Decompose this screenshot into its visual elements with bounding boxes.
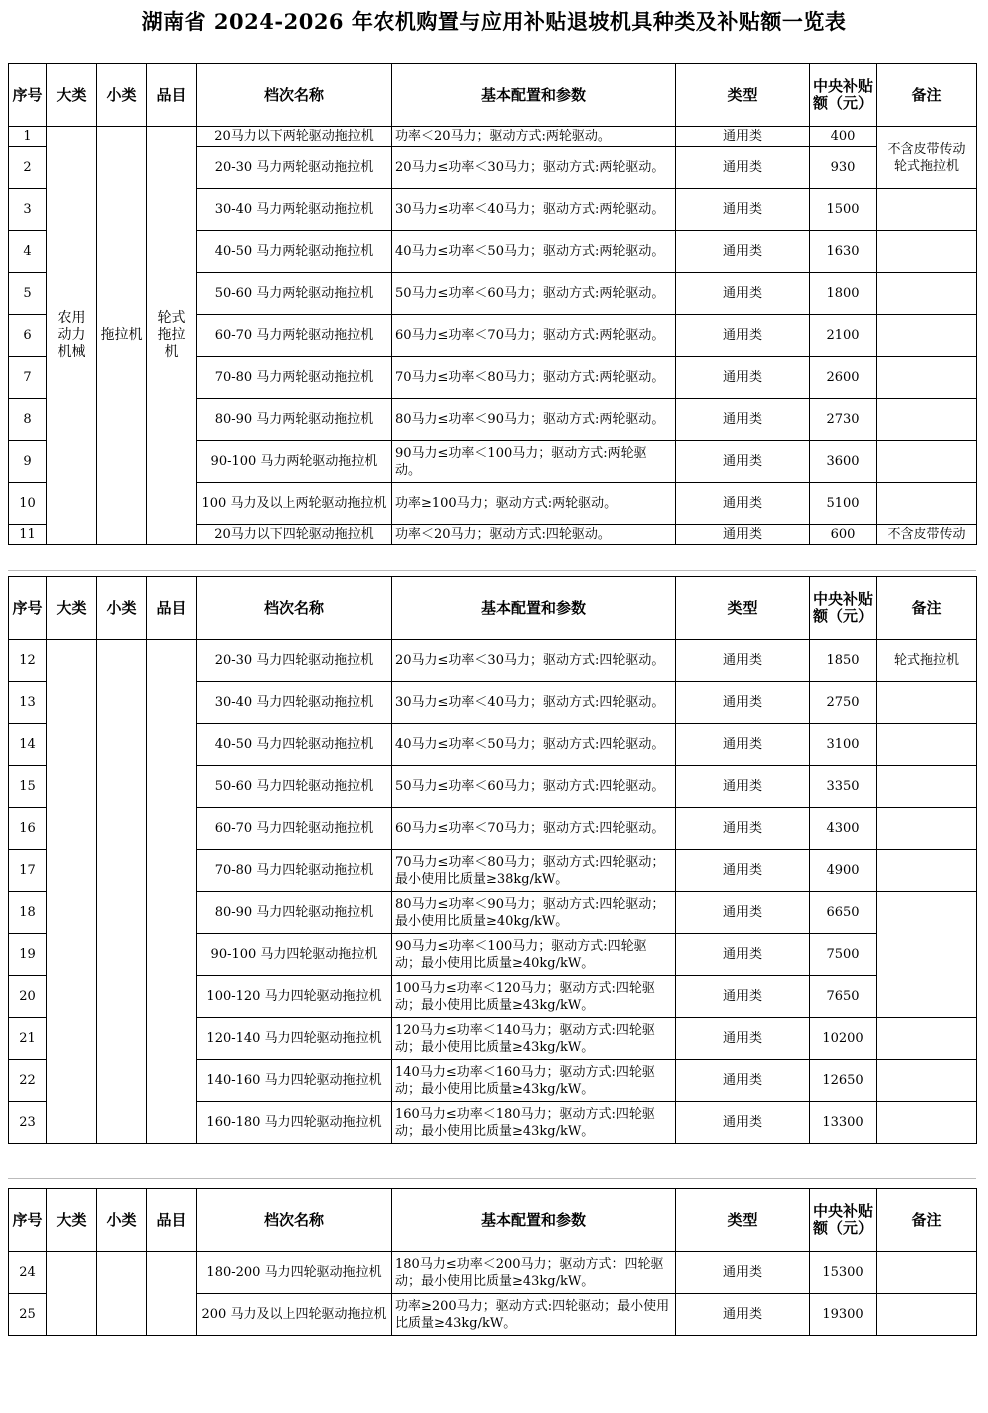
row-note xyxy=(877,441,977,483)
table-row xyxy=(9,1252,977,1294)
row-type: 通用类 xyxy=(676,682,810,724)
row-subsidy: 2750 xyxy=(810,682,877,724)
row-config: 功率＜20马力；驱动方式:四轮驱动。 xyxy=(392,525,676,545)
row-seq: 14 xyxy=(9,724,47,766)
row-grade: 140-160 马力四轮驱动拖拉机 xyxy=(197,1060,392,1102)
row-seq: 18 xyxy=(9,892,47,934)
row-subsidy: 15300 xyxy=(810,1252,877,1294)
row-seq: 17 xyxy=(9,850,47,892)
row-subsidy: 2100 xyxy=(810,315,877,357)
row-grade: 30-40 马力四轮驱动拖拉机 xyxy=(197,682,392,724)
row-note: 轮式拖拉机 xyxy=(877,640,977,682)
row-subsidy: 4900 xyxy=(810,850,877,892)
row-subsidy: 930 xyxy=(810,147,877,189)
row-config: 60马力≤功率＜70马力；驱动方式:四轮驱动。 xyxy=(392,808,676,850)
header-type: 类型 xyxy=(676,577,810,640)
row-type: 通用类 xyxy=(676,315,810,357)
header-row xyxy=(9,64,977,127)
row-note xyxy=(877,850,977,892)
header-item: 品目 xyxy=(147,577,197,640)
row-type: 通用类 xyxy=(676,483,810,525)
category-major xyxy=(47,640,97,1144)
row-subsidy: 600 xyxy=(810,525,877,545)
row-config: 功率＜20马力；驱动方式:两轮驱动。 xyxy=(392,127,676,147)
row-note xyxy=(877,315,977,357)
header-subsidy: 中央补贴额（元） xyxy=(810,577,877,640)
row-config: 180马力≤功率＜200马力；驱动方式：四轮驱动；最小使用比质量≥43kg/kW。 xyxy=(392,1252,676,1294)
row-config: 40马力≤功率＜50马力；驱动方式:两轮驱动。 xyxy=(392,231,676,273)
header-seq: 序号 xyxy=(9,1189,47,1252)
header-seq: 序号 xyxy=(9,64,47,127)
row-type: 通用类 xyxy=(676,1060,810,1102)
header-note: 备注 xyxy=(877,1189,977,1252)
row-grade: 30-40 马力两轮驱动拖拉机 xyxy=(197,189,392,231)
row-seq: 22 xyxy=(9,1060,47,1102)
row-type: 通用类 xyxy=(676,231,810,273)
row-subsidy: 7500 xyxy=(810,934,877,976)
row-subsidy: 13300 xyxy=(810,1102,877,1144)
row-note xyxy=(877,1294,977,1336)
header-type: 类型 xyxy=(676,1189,810,1252)
row-grade: 70-80 马力四轮驱动拖拉机 xyxy=(197,850,392,892)
row-subsidy: 2600 xyxy=(810,357,877,399)
row-config: 120马力≤功率＜140马力；驱动方式:四轮驱动；最小使用比质量≥43kg/kW。 xyxy=(392,1018,676,1060)
row-grade: 20-30 马力四轮驱动拖拉机 xyxy=(197,640,392,682)
header-note: 备注 xyxy=(877,577,977,640)
row-type: 通用类 xyxy=(676,934,810,976)
row-grade: 80-90 马力两轮驱动拖拉机 xyxy=(197,399,392,441)
header-type: 类型 xyxy=(676,64,810,127)
row-type: 通用类 xyxy=(676,357,810,399)
row-config: 30马力≤功率＜40马力；驱动方式:四轮驱动。 xyxy=(392,682,676,724)
row-config: 功率≥200马力；驱动方式:四轮驱动；最小使用比质量≥43kg/kW。 xyxy=(392,1294,676,1336)
row-note xyxy=(877,682,977,724)
row-seq: 6 xyxy=(9,315,47,357)
row-grade: 90-100 马力四轮驱动拖拉机 xyxy=(197,934,392,976)
page-divider xyxy=(8,570,976,571)
row-type: 通用类 xyxy=(676,399,810,441)
row-type: 通用类 xyxy=(676,441,810,483)
header-minor: 小类 xyxy=(97,1189,147,1252)
row-config: 60马力≤功率＜70马力；驱动方式:两轮驱动。 xyxy=(392,315,676,357)
header-major: 大类 xyxy=(47,577,97,640)
row-grade: 50-60 马力四轮驱动拖拉机 xyxy=(197,766,392,808)
row-config: 50马力≤功率＜60马力；驱动方式:四轮驱动。 xyxy=(392,766,676,808)
row-grade: 120-140 马力四轮驱动拖拉机 xyxy=(197,1018,392,1060)
header-item: 品目 xyxy=(147,64,197,127)
row-subsidy: 12650 xyxy=(810,1060,877,1102)
header-minor: 小类 xyxy=(97,64,147,127)
row-type: 通用类 xyxy=(676,766,810,808)
row-subsidy: 3350 xyxy=(810,766,877,808)
row-subsidy: 7650 xyxy=(810,976,877,1018)
header-major: 大类 xyxy=(47,1189,97,1252)
table-row xyxy=(9,127,977,147)
row-note xyxy=(877,1252,977,1294)
row-note xyxy=(877,892,977,1018)
row-note xyxy=(877,808,977,850)
row-seq: 3 xyxy=(9,189,47,231)
header-grade: 档次名称 xyxy=(197,577,392,640)
row-type: 通用类 xyxy=(676,273,810,315)
row-grade: 160-180 马力四轮驱动拖拉机 xyxy=(197,1102,392,1144)
row-type: 通用类 xyxy=(676,1018,810,1060)
row-note: 不含皮带传动轮式拖拉机 xyxy=(877,127,977,189)
row-note xyxy=(877,231,977,273)
category-major: 农用动力机械 xyxy=(47,127,97,545)
header-config: 基本配置和参数 xyxy=(392,1189,676,1252)
row-seq: 5 xyxy=(9,273,47,315)
header-note: 备注 xyxy=(877,64,977,127)
row-grade: 50-60 马力两轮驱动拖拉机 xyxy=(197,273,392,315)
row-grade: 60-70 马力两轮驱动拖拉机 xyxy=(197,315,392,357)
row-config: 80马力≤功率＜90马力；驱动方式:四轮驱动；最小使用比质量≥40kg/kW。 xyxy=(392,892,676,934)
row-seq: 2 xyxy=(9,147,47,189)
row-config: 30马力≤功率＜40马力；驱动方式:两轮驱动。 xyxy=(392,189,676,231)
row-type: 通用类 xyxy=(676,1294,810,1336)
header-config: 基本配置和参数 xyxy=(392,577,676,640)
row-subsidy: 2730 xyxy=(810,399,877,441)
row-grade: 80-90 马力四轮驱动拖拉机 xyxy=(197,892,392,934)
row-config: 160马力≤功率＜180马力；驱动方式:四轮驱动；最小使用比质量≥43kg/kW。 xyxy=(392,1102,676,1144)
row-config: 40马力≤功率＜50马力；驱动方式:四轮驱动。 xyxy=(392,724,676,766)
header-subsidy: 中央补贴额（元） xyxy=(810,1189,877,1252)
category-minor xyxy=(97,640,147,1144)
category-item xyxy=(147,640,197,1144)
row-note xyxy=(877,399,977,441)
row-note xyxy=(877,1102,977,1144)
row-seq: 25 xyxy=(9,1294,47,1336)
category-item xyxy=(147,1252,197,1336)
row-seq: 20 xyxy=(9,976,47,1018)
row-seq: 1 xyxy=(9,127,47,147)
row-seq: 7 xyxy=(9,357,47,399)
row-subsidy: 1850 xyxy=(810,640,877,682)
row-seq: 11 xyxy=(9,525,47,545)
row-grade: 200 马力及以上四轮驱动拖拉机 xyxy=(197,1294,392,1336)
row-note xyxy=(877,357,977,399)
row-grade: 90-100 马力两轮驱动拖拉机 xyxy=(197,441,392,483)
row-grade: 70-80 马力两轮驱动拖拉机 xyxy=(197,357,392,399)
row-note xyxy=(877,766,977,808)
row-config: 20马力≤功率＜30马力；驱动方式:两轮驱动。 xyxy=(392,147,676,189)
row-type: 通用类 xyxy=(676,1102,810,1144)
table-row xyxy=(9,640,977,682)
row-grade: 20-30 马力两轮驱动拖拉机 xyxy=(197,147,392,189)
row-subsidy: 1630 xyxy=(810,231,877,273)
row-note xyxy=(877,1018,977,1060)
row-type: 通用类 xyxy=(676,127,810,147)
row-subsidy: 3100 xyxy=(810,724,877,766)
page-title: 湖南省 2024-2026 年农机购置与应用补贴退坡机具种类及补贴额一览表 xyxy=(141,9,847,34)
header-seq: 序号 xyxy=(9,577,47,640)
row-seq: 19 xyxy=(9,934,47,976)
subsidy-table-page-1 xyxy=(8,63,977,545)
header-config: 基本配置和参数 xyxy=(392,64,676,127)
row-grade: 20马力以下两轮驱动拖拉机 xyxy=(197,127,392,147)
header-item: 品目 xyxy=(147,1189,197,1252)
row-seq: 8 xyxy=(9,399,47,441)
row-seq: 24 xyxy=(9,1252,47,1294)
row-config: 20马力≤功率＜30马力；驱动方式:四轮驱动。 xyxy=(392,640,676,682)
row-subsidy: 3600 xyxy=(810,441,877,483)
row-note xyxy=(877,724,977,766)
row-type: 通用类 xyxy=(676,892,810,934)
row-subsidy: 1800 xyxy=(810,273,877,315)
row-note xyxy=(877,483,977,525)
row-subsidy: 19300 xyxy=(810,1294,877,1336)
subsidy-table-page-2 xyxy=(8,576,977,1144)
row-config: 140马力≤功率＜160马力；驱动方式:四轮驱动；最小使用比质量≥43kg/kW。 xyxy=(392,1060,676,1102)
row-config: 100马力≤功率＜120马力；驱动方式:四轮驱动；最小使用比质量≥43kg/kW。 xyxy=(392,976,676,1018)
category-minor xyxy=(97,1252,147,1336)
row-type: 通用类 xyxy=(676,147,810,189)
row-grade: 20马力以下四轮驱动拖拉机 xyxy=(197,525,392,545)
row-grade: 180-200 马力四轮驱动拖拉机 xyxy=(197,1252,392,1294)
row-config: 90马力≤功率＜100马力；驱动方式:两轮驱动。 xyxy=(392,441,676,483)
header-row xyxy=(9,1189,977,1252)
row-subsidy: 4300 xyxy=(810,808,877,850)
row-grade: 40-50 马力四轮驱动拖拉机 xyxy=(197,724,392,766)
row-type: 通用类 xyxy=(676,850,810,892)
row-config: 70马力≤功率＜80马力；驱动方式:四轮驱动；最小使用比质量≥38kg/kW。 xyxy=(392,850,676,892)
row-type: 通用类 xyxy=(676,640,810,682)
row-seq: 16 xyxy=(9,808,47,850)
row-note xyxy=(877,189,977,231)
row-seq: 12 xyxy=(9,640,47,682)
header-subsidy: 中央补贴额（元） xyxy=(810,64,877,127)
row-type: 通用类 xyxy=(676,808,810,850)
row-config: 90马力≤功率＜100马力；驱动方式:四轮驱动；最小使用比质量≥40kg/kW。 xyxy=(392,934,676,976)
row-subsidy: 400 xyxy=(810,127,877,147)
row-type: 通用类 xyxy=(676,525,810,545)
row-note xyxy=(877,1060,977,1102)
row-config: 50马力≤功率＜60马力；驱动方式:两轮驱动。 xyxy=(392,273,676,315)
row-type: 通用类 xyxy=(676,1252,810,1294)
row-type: 通用类 xyxy=(676,724,810,766)
category-minor: 拖拉机 xyxy=(97,127,147,545)
row-seq: 21 xyxy=(9,1018,47,1060)
row-grade: 40-50 马力两轮驱动拖拉机 xyxy=(197,231,392,273)
header-grade: 档次名称 xyxy=(197,64,392,127)
row-subsidy: 6650 xyxy=(810,892,877,934)
row-seq: 4 xyxy=(9,231,47,273)
row-grade: 100-120 马力四轮驱动拖拉机 xyxy=(197,976,392,1018)
row-subsidy: 10200 xyxy=(810,1018,877,1060)
row-seq: 13 xyxy=(9,682,47,724)
row-seq: 15 xyxy=(9,766,47,808)
row-config: 70马力≤功率＜80马力；驱动方式:两轮驱动。 xyxy=(392,357,676,399)
row-seq: 10 xyxy=(9,483,47,525)
header-minor: 小类 xyxy=(97,577,147,640)
header-row xyxy=(9,577,977,640)
subsidy-table-page-3 xyxy=(8,1188,977,1336)
row-grade: 60-70 马力四轮驱动拖拉机 xyxy=(197,808,392,850)
row-grade: 100 马力及以上两轮驱动拖拉机 xyxy=(197,483,392,525)
row-config: 80马力≤功率＜90马力；驱动方式:两轮驱动。 xyxy=(392,399,676,441)
row-type: 通用类 xyxy=(676,976,810,1018)
category-item: 轮式拖拉机 xyxy=(147,127,197,545)
row-config: 功率≥100马力；驱动方式:两轮驱动。 xyxy=(392,483,676,525)
header-grade: 档次名称 xyxy=(197,1189,392,1252)
row-seq: 23 xyxy=(9,1102,47,1144)
category-major xyxy=(47,1252,97,1336)
row-type: 通用类 xyxy=(676,189,810,231)
row-note xyxy=(877,273,977,315)
row-subsidy: 5100 xyxy=(810,483,877,525)
row-note: 不含皮带传动 xyxy=(877,525,977,545)
row-subsidy: 1500 xyxy=(810,189,877,231)
page-divider xyxy=(8,1178,976,1179)
header-major: 大类 xyxy=(47,64,97,127)
row-seq: 9 xyxy=(9,441,47,483)
